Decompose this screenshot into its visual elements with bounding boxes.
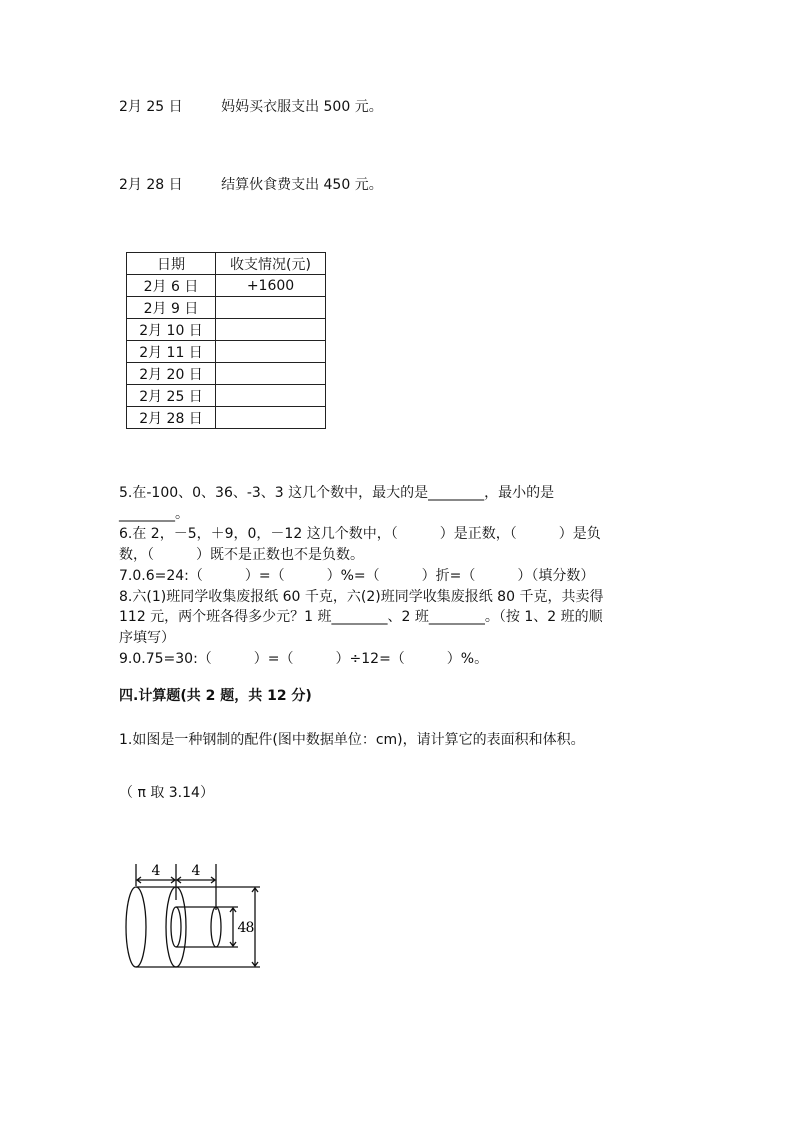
- table-cell-amount: [216, 341, 326, 363]
- question-6-line-1: 6.在 2，－5，＋9，0，－12 这几个数中，（ ）是正数，（ ）是负: [119, 526, 601, 542]
- question-8-line-3: 序填写）: [119, 630, 175, 646]
- table-cell-date: 2月 20 日: [127, 363, 216, 385]
- table-header-amount: 收支情况(元): [216, 253, 326, 275]
- table-row: [127, 275, 326, 297]
- table-cell-date: 2月 28 日: [127, 407, 216, 429]
- table-row: [127, 363, 326, 385]
- figure-label-left-width: 4: [151, 863, 161, 879]
- income-expense-table: [126, 252, 326, 429]
- question-6-line-2: 数，（ ）既不是正数也不是负数。: [119, 547, 364, 563]
- table-header-row: [127, 253, 326, 275]
- section-4-question-1: 1.如图是一种钢制的配件(图中数据单位：cm)，请计算它的表面积和体积。: [119, 732, 585, 748]
- table-cell-date: 2月 25 日: [127, 385, 216, 407]
- section-4-question-1-note: （ π 取 3.14）: [119, 785, 214, 801]
- table-cell-date: 2月 10 日: [127, 319, 216, 341]
- table-cell-date: 2月 11 日: [127, 341, 216, 363]
- table-header-date: 日期: [127, 253, 216, 275]
- intro-text-2: 结算伙食费支出 450 元。: [221, 177, 383, 193]
- table-cell-amount: [216, 385, 326, 407]
- question-5-line-1: 5.在-100、0、36、-3、3 这几个数中，最大的是________，最小的是: [119, 485, 555, 501]
- section-4-title: 四.计算题(共 2 题，共 12 分): [119, 688, 312, 704]
- table-row: [127, 319, 326, 341]
- table-row: [127, 341, 326, 363]
- table-row: [127, 407, 326, 429]
- table-cell-amount: [216, 363, 326, 385]
- question-8-line-1: 8.六(1)班同学收集废报纸 60 千克，六(2)班同学收集废报纸 80 千克，共卖得: [119, 589, 604, 605]
- intro-line-1: [119, 96, 383, 116]
- question-8-line-2: 112 元，两个班各得多少元？1 班________、2 班________。（按 1、2 班的顺: [119, 609, 603, 625]
- intro-text-1: 妈妈买衣服支出 500 元。: [221, 99, 383, 115]
- question-9: 9.0.75=30:（ ）=（ ）÷12=（ ）%。: [119, 651, 489, 667]
- question-7: 7.0.6=24:（ ）=（ ）%=（ ）折=（ ）（填分数）: [119, 568, 595, 584]
- intro-date-1: 2月 25 日: [119, 99, 183, 115]
- table-row: [127, 385, 326, 407]
- intro-line-2: [119, 174, 383, 194]
- question-5-line-2: ________。: [119, 506, 189, 522]
- table-cell-amount: [216, 297, 326, 319]
- figure-label-outer-diameter: 8: [245, 920, 255, 936]
- figure-label-right-width: 4: [191, 863, 201, 879]
- table-cell-amount: [216, 319, 326, 341]
- table-cell-amount: [216, 407, 326, 429]
- table-row: [127, 297, 326, 319]
- steel-part-figure: [118, 856, 268, 972]
- table-cell-amount: +1600: [216, 275, 326, 297]
- figure-label-inner-diameter: 4: [237, 920, 247, 936]
- table-cell-date: 2月 9 日: [127, 297, 216, 319]
- intro-date-2: 2月 28 日: [119, 177, 183, 193]
- table-cell-date: 2月 6 日: [127, 275, 216, 297]
